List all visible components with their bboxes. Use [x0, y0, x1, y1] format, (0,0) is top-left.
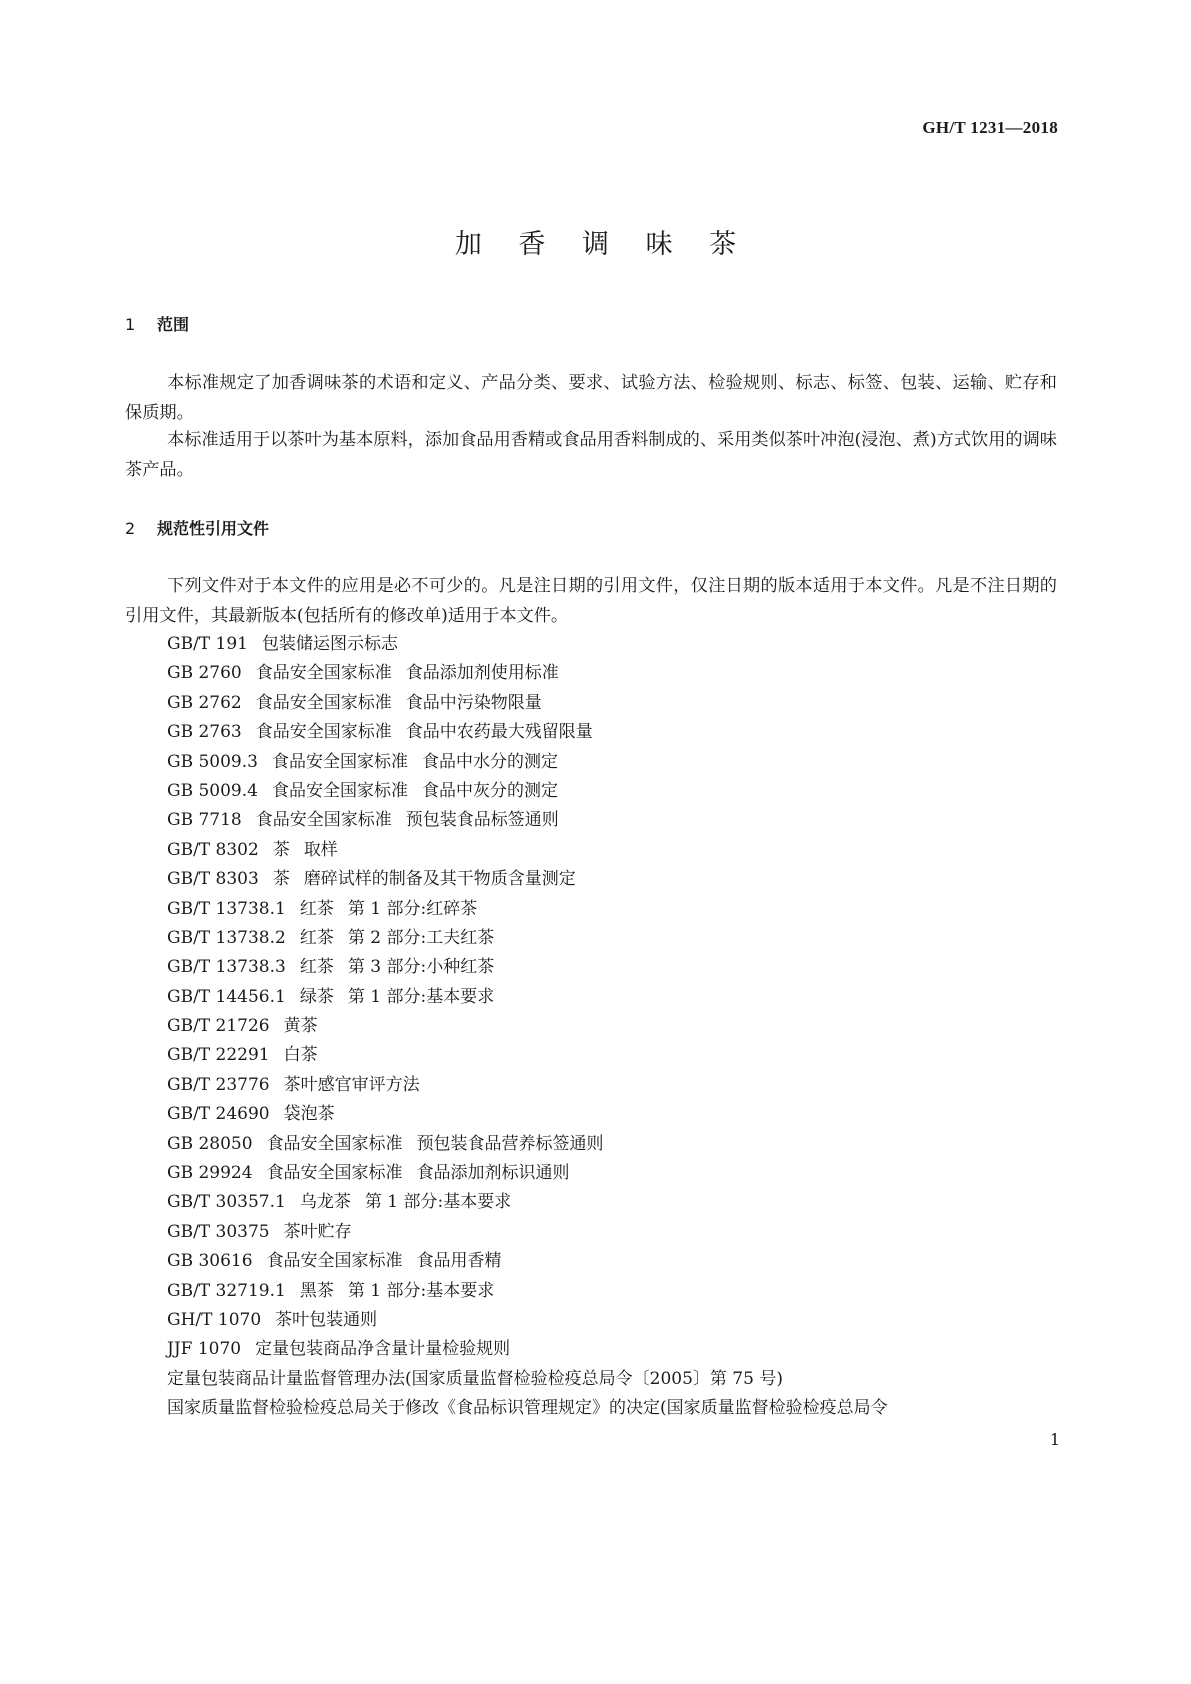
reference-title: 食品安全国家标准 — [271, 780, 408, 801]
reference-item — [167, 659, 888, 688]
reference-item — [167, 836, 888, 865]
section-number: 1 — [125, 315, 136, 334]
reference-title: 茶叶贮存 — [283, 1221, 352, 1242]
reference-subtitle: 磨碎试样的制备及其干物质含量测定 — [303, 869, 576, 890]
reference-title: 定量包装商品计量监督管理办法(国家质量监督检验检疫总局令〔2005〕第 75 号) — [167, 1368, 783, 1389]
reference-subtitle: 预包装食品营养标签通则 — [416, 1133, 604, 1154]
reference-title: 绿茶 — [299, 986, 334, 1007]
reference-title: 茶叶感官审评方法 — [283, 1074, 420, 1095]
reference-code: GB 2760 — [167, 663, 242, 684]
reference-code: JJF 1070 — [167, 1339, 242, 1360]
reference-item — [167, 748, 888, 777]
reference-subtitle: 预包装食品标签通则 — [405, 810, 559, 831]
reference-title: 食品安全国家标准 — [255, 810, 392, 831]
reference-subtitle: 第 1 部分:基本要求 — [347, 1280, 495, 1301]
reference-code: GB/T 13738.3 — [167, 957, 286, 978]
reference-item — [167, 689, 888, 718]
reference-code: GB/T 13738.2 — [167, 927, 286, 948]
reference-title: 袋泡茶 — [283, 1104, 335, 1125]
page-number: 1 — [1049, 1430, 1060, 1449]
reference-item — [167, 718, 888, 747]
reference-code: GB 7718 — [167, 810, 242, 831]
reference-title: 食品安全国家标准 — [266, 1163, 403, 1184]
reference-item — [167, 630, 888, 659]
reference-code: GB/T 21726 — [167, 1016, 270, 1037]
reference-item — [167, 924, 888, 953]
reference-title: 包装储运图示标志 — [262, 634, 398, 654]
reference-code: GB 2763 — [167, 722, 242, 743]
reference-code: GB 2762 — [167, 692, 242, 713]
reference-title: 红茶 — [299, 927, 334, 948]
reference-item — [167, 1130, 888, 1159]
reference-code: GB/T 23776 — [167, 1074, 270, 1095]
scope-paragraph-1: 本标准规定了加香调味茶的术语和定义、产品分类、要求、试验方法、检验规则、标志、标签、包装、运输、贮存和保质期。 — [125, 373, 1057, 423]
section-title: 规范性引用文件 — [157, 519, 270, 538]
reference-subtitle: 食品中水分的测定 — [421, 751, 558, 772]
reference-item — [167, 806, 888, 835]
reference-item — [167, 1012, 888, 1041]
reference-title: 食品安全国家标准 — [271, 751, 408, 772]
reference-subtitle: 第 2 部分:工夫红茶 — [347, 927, 495, 948]
reference-item — [167, 983, 888, 1012]
section-heading-scope — [125, 312, 189, 335]
reference-code: GB 5009.3 — [167, 751, 258, 772]
reference-item — [167, 1041, 888, 1070]
reference-subtitle: 第 1 部分:红碎茶 — [347, 898, 478, 919]
reference-item — [167, 1188, 888, 1217]
section-title: 范围 — [157, 315, 190, 334]
section-heading-normative-references — [125, 516, 269, 539]
reference-title: 食品安全国家标准 — [266, 1251, 403, 1272]
reference-item — [167, 1394, 888, 1423]
reference-code: GB 29924 — [167, 1163, 253, 1184]
reference-title: 食品安全国家标准 — [255, 663, 392, 684]
reference-title: 黄茶 — [283, 1016, 318, 1037]
reference-subtitle: 取样 — [303, 839, 338, 860]
reference-title: 黑茶 — [299, 1280, 334, 1301]
reference-list — [167, 630, 888, 1424]
reference-item — [167, 1071, 888, 1100]
reference-title: 白茶 — [283, 1045, 318, 1066]
reference-code: GB/T 13738.1 — [167, 898, 286, 919]
reference-subtitle: 食品添加剂使用标准 — [405, 663, 559, 684]
reference-title: 食品安全国家标准 — [255, 722, 392, 743]
reference-subtitle: 食品添加剂标识通则 — [416, 1163, 570, 1184]
reference-title: 茶叶包装通则 — [275, 1309, 378, 1330]
reference-item — [167, 1247, 888, 1276]
reference-title: 茶 — [272, 839, 290, 860]
reference-item — [167, 1277, 888, 1306]
reference-item — [167, 1365, 888, 1394]
reference-item — [167, 895, 888, 924]
reference-title: 国家质量监督检验检疫总局关于修改《食品标识管理规定》的决定(国家质量监督检验检疫总局令 — [167, 1398, 888, 1419]
reference-subtitle: 食品用香精 — [416, 1251, 502, 1272]
reference-item — [167, 953, 888, 982]
reference-title: 定量包装商品净含量计量检验规则 — [255, 1339, 511, 1360]
document-title: 加 香 调 味 茶 — [454, 229, 751, 260]
reference-title: 茶 — [272, 869, 290, 890]
references-intro-paragraph: 下列文件对于本文件的应用是必不可少的。凡是注日期的引用文件，仅注日期的版本适用于本文件。凡是不注日期的引用文件，其最新版本(包括所有的修改单)适用于本文件。 — [125, 576, 1057, 626]
reference-code: GB/T 22291 — [167, 1045, 270, 1066]
reference-item — [167, 1335, 888, 1364]
reference-item — [167, 1100, 888, 1129]
reference-title: 红茶 — [299, 898, 334, 919]
reference-subtitle: 第 3 部分:小种红茶 — [347, 957, 495, 978]
reference-item — [167, 1159, 888, 1188]
reference-code: GB/T 30375 — [167, 1221, 270, 1242]
reference-item — [167, 1218, 888, 1247]
reference-code: GB/T 32719.1 — [167, 1280, 286, 1301]
reference-code: GH/T 1070 — [167, 1309, 262, 1330]
reference-item — [167, 1306, 888, 1335]
reference-code: GB 5009.4 — [167, 780, 258, 801]
reference-item — [167, 777, 888, 806]
reference-code: GB/T 8303 — [167, 869, 259, 890]
reference-item — [167, 865, 888, 894]
reference-code: GB/T 24690 — [167, 1104, 270, 1125]
reference-subtitle: 第 1 部分:基本要求 — [364, 1192, 512, 1213]
reference-code: GB 30616 — [167, 1251, 253, 1272]
reference-code: GB/T 14456.1 — [167, 986, 286, 1007]
reference-title: 食品安全国家标准 — [266, 1133, 403, 1154]
reference-subtitle: 食品中农药最大残留限量 — [405, 722, 593, 743]
reference-code: GB 28050 — [167, 1133, 253, 1154]
reference-title: 乌龙茶 — [299, 1192, 351, 1213]
section-number: 2 — [125, 519, 136, 538]
reference-code: GB/T 30357.1 — [167, 1192, 286, 1213]
scope-paragraph-2: 本标准适用于以茶叶为基本原料，添加食品用香精或食品用香料制成的、采用类似茶叶冲泡(浸泡、煮)方式饮用的调味茶产品。 — [125, 430, 1057, 480]
reference-subtitle: 食品中灰分的测定 — [421, 780, 558, 801]
standard-code: GH/T 1231—2018 — [922, 118, 1058, 137]
reference-code: GB/T 191 — [167, 634, 248, 654]
reference-subtitle: 食品中污染物限量 — [405, 692, 542, 713]
reference-code: GB/T 8302 — [167, 839, 259, 860]
reference-subtitle: 第 1 部分:基本要求 — [347, 986, 495, 1007]
reference-title: 食品安全国家标准 — [255, 692, 392, 713]
reference-title: 红茶 — [299, 957, 334, 978]
